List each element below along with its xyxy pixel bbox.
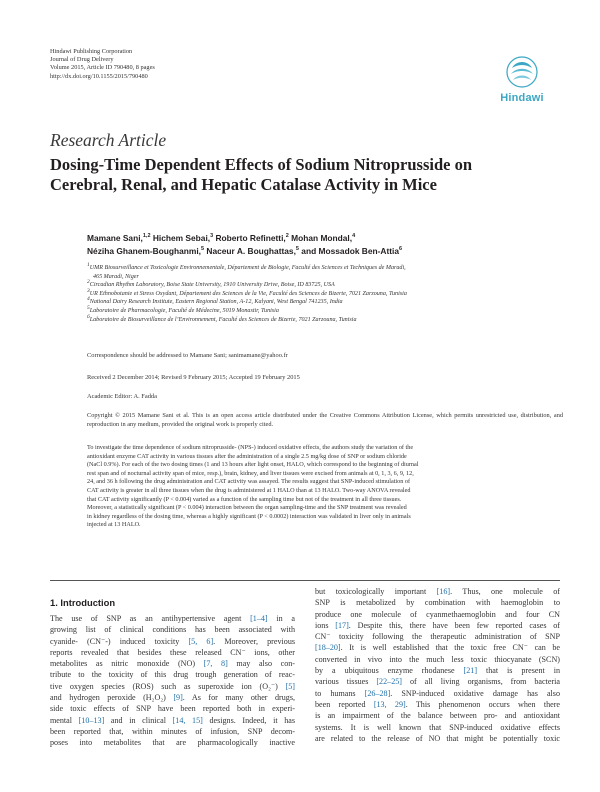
affiliation-text: Laboratoire de Pharmacologie, Faculté de Médecine, 5019 Monastir, Tunisia [89, 307, 279, 314]
body-line: tive oxygen species (ROS) such as superoxide ion (O₂⁻) [5] [50, 681, 295, 691]
body-line: ions [17]. Despite this, there have been few reported cases of [315, 620, 560, 630]
body-line: and hydrogen peroxide (H₂O₂) [9]. As for many other drugs, [50, 693, 296, 703]
affiliation-marker: 6 [399, 245, 403, 252]
affiliation-marker: 3 [210, 233, 214, 240]
citation-link[interactable]: [17] [335, 620, 349, 630]
affiliation-line [87, 287, 567, 299]
publisher-name: Hindawi Publishing Corporation [50, 48, 133, 55]
body-line: by a ubiquitous enzyme rhodanese [21] that is present in [315, 666, 560, 676]
affiliation-number: 2 [87, 279, 90, 286]
body-line: is an impairment of the balance between pro- and antioxidant [315, 711, 560, 721]
affiliation-line [87, 273, 567, 282]
author-line [87, 245, 402, 258]
body-line: various tissues [22–25] of all living organisms, from bacteria [315, 677, 560, 687]
citation-link[interactable]: [13, 29] [373, 699, 406, 709]
received-dates: Received 2 December 2014; Revised 9 February 2015; Accepted 19 February 2015 [87, 374, 300, 381]
volume-info: Volume 2015, Article ID 790480, 8 pages [50, 64, 155, 72]
body-line: mental [10–13] and in clinical [14, 15] designs. Indeed, it has [50, 715, 295, 725]
affiliation-line [87, 304, 567, 316]
affiliation-number: 6 [87, 313, 90, 320]
body-line: side toxic effects of SNP have been reported both in experi- [50, 704, 295, 714]
body-line: poses into metabolites that are pharmacologically inactive [50, 738, 295, 748]
body-line: been reported that, within minutes of infusion, SNP decom- [50, 726, 295, 736]
body-column-left [50, 613, 295, 749]
affiliation-text: UMR Biosurveillance et Toxicologie Environnementale, Département de Biologie, Faculté des Sciences et Techniques de Maradi, [89, 265, 406, 271]
affiliation-text: National Dairy Research Institute, Eastern Regional Station, A-12, Kalyani, West Bengal 741235, India [89, 299, 343, 306]
citation-link[interactable]: [16] [436, 587, 451, 596]
affiliation-marker: 4 [352, 233, 356, 240]
body-line: produce one molecule of cyanmethaemoglobin and four CN [315, 609, 560, 619]
body-line: CN⁻ toxicity following the therapeutic administration of SNP [315, 632, 560, 642]
citation-link[interactable]: [1–4] [250, 614, 268, 623]
affiliation-number: 5 [87, 304, 90, 311]
abstract-line: (NaCl 0.9%). For each of the two dosing times (1 and 13 hours after light onset, HALO, which correspond to the beginning of diurnal [87, 461, 419, 469]
affiliation-line [87, 313, 567, 325]
author-name[interactable]: Mohan Mondal, [288, 233, 353, 243]
correspondence: Correspondence should be addressed to Mamane Sani; sanimamane@yahoo.fr [87, 352, 288, 359]
affiliation-text: UR Ethnobotanie et Stress Oxydant, Département des Sciences de la Vie, Faculté des Sciences de Bizerte, 7021 Zarzouna, Tunisia [89, 290, 407, 297]
author-name[interactable]: and Mossadok Ben-Attia [298, 245, 400, 256]
affiliation-line [87, 281, 567, 290]
affiliation-line [87, 261, 567, 273]
body-line: tribute to the toxicity of this drug trough generation of reac- [50, 670, 295, 680]
affiliation-text: Laboratoire de Biosurveillance de l’Environnement, Faculté des Sciences de Bizerte, 7021 Zarzouna, Tunisia [89, 316, 357, 323]
doi-link[interactable]: http://dx.doi.org/10.1155/2015/790480 [50, 72, 148, 80]
body-line: growing list of clinical conditions has been associated with [50, 625, 295, 635]
author-name[interactable]: Roberto Refinetti, [213, 233, 286, 243]
abstract-line: Moreover, a statistically significant (P < 0.004) interaction between the organ sampling-time and the SNP treatment was revealed [87, 504, 407, 512]
citation-link[interactable]: [5] [285, 681, 295, 691]
body-line: but toxicologically important [16]. Thus, one molecule of [315, 587, 560, 596]
abstract-line: injected at 13 HALO. [87, 521, 141, 529]
article-title [50, 155, 560, 195]
citation-link[interactable]: [18–20] [315, 643, 341, 653]
author-list [87, 232, 402, 257]
author-name[interactable]: Naceur A. Boughattas, [204, 245, 296, 256]
body-line: to humans [26–28]. SNP-induced oxidative damage has also [315, 688, 560, 698]
body-line: been reported [13, 29]. This phenomenon occurs when there [315, 699, 561, 709]
author-line [87, 232, 402, 245]
body-line: [18–20]. It is well established that the toxic free CN⁻ can be [315, 643, 560, 653]
citation-link[interactable]: [14, 15] [172, 715, 203, 725]
title-line: Dosing-Time Dependent Effects of Sodium Nitroprusside on [50, 155, 472, 174]
affiliation-marker: 2 [285, 233, 289, 240]
affiliations [87, 261, 567, 324]
author-name[interactable]: Mamane Sani, [87, 233, 143, 243]
affiliation-marker: 5 [201, 245, 205, 252]
affiliation-text: 465 Maradi, Niger [93, 273, 139, 280]
affiliation-number: 3 [87, 287, 90, 294]
body-line: converted in vivo into the much less toxic thiocyanate (SCN) [315, 654, 560, 664]
journal-name: Journal of Drug Delivery [50, 56, 114, 64]
citation-link[interactable]: [26–28] [364, 688, 391, 698]
abstract-line: in kidney regardless of the dosing time, whereas a highly significant (P < 0.0002) interaction was validated in liver only in animals [87, 512, 411, 520]
body-line: reports revealed that besides these released CN⁻ ions, other [50, 647, 295, 657]
affiliation-marker: 5 [295, 245, 299, 252]
logo-text: Hindawi [500, 92, 544, 104]
abstract-line: CAT activity is greater in all three tissues when the drug is administered at 1 HALO than at 13 HALO. Two-way ANOVA revealed [87, 486, 411, 494]
author-name[interactable]: Néziha Ghanem-Boughanmi, [87, 245, 202, 256]
citation-link[interactable]: [22–25] [376, 677, 402, 687]
author-name[interactable]: Hichem Sebai, [150, 233, 211, 243]
title-line: Cerebral, Renal, and Hepatic Catalase Activity in Mice [50, 175, 437, 194]
citation-link[interactable]: [7, 8] [203, 659, 228, 669]
body-line: SNP is metabolized by combination with haemoglobin to [315, 598, 560, 608]
body-line: cyanide- (CN⁻-) induced toxicity [5, 6]. Moreover, previous [50, 636, 296, 646]
section-heading: 1. Introduction [50, 597, 116, 608]
affiliation-number: 4 [87, 296, 90, 303]
abstract-line: that CAT activity significantly (P < 0.004) varied as a function of the sampling time but not of the treatment in all three tissues. [87, 495, 402, 503]
abstract-line: To investigate the time dependence of sodium nitroprusside- (NPS-) induced oxidative effects, the authors study the variation of the [87, 444, 414, 451]
abstract [87, 444, 563, 530]
body-column-right [315, 586, 560, 744]
body-line: are related to the release of NO that might be potentially toxic [315, 733, 560, 743]
citation-link[interactable]: [10–13] [78, 715, 105, 725]
citation-link[interactable]: [9] [173, 693, 183, 703]
abstract-line: rest span and of nocturnal activity span of mice, resp.), brain, kidney, and liver tissues were excised from animals at 0, 1, 3, 6, 9, 12, [87, 469, 414, 477]
citation-link[interactable]: [5, 6] [188, 636, 214, 646]
abstract-line: antioxidant enzyme CAT activity in various tissues after the administration of a single 2.5 mg/kg dose of SNP or sodium chloride [87, 452, 407, 460]
citation-link[interactable]: [21] [463, 666, 478, 676]
academic-editor: Academic Editor: A. Fadda [87, 393, 157, 400]
body-line: metabolites as nitric monoxide (NO) [7, 8] may also con- [50, 659, 295, 669]
abstract-line: 24, and 36 h following the drug administration and CAT activity was assayed. The results suggest that SNP-induced stimulation of [87, 478, 411, 486]
affiliation-number: 1 [87, 261, 90, 268]
publication-info [50, 48, 155, 81]
hindawi-logo-icon [492, 52, 552, 92]
body-line: systems. It is well known that SNP-induced oxidative effects [315, 722, 560, 732]
affiliation-line [87, 298, 567, 307]
affiliation-text: Circadian Rhythm Laboratory, Boise State University, 1910 University Drive, Boise, ID 83725, USA [89, 282, 335, 289]
hindawi-logo [492, 52, 552, 108]
body-line: The use of SNP as an antihypertensive agent [1–4] in a [50, 614, 296, 623]
affiliation-marker: 1,2 [142, 233, 151, 240]
section-divider [50, 580, 560, 581]
copyright-notice: Copyright © 2015 Mamane Sani et al. This is an open access article distributed under the Creative Commons Attribution License, which permits unrestricted use, distribution, and reproduction in any medium, provided the original work is properly cited. [87, 412, 563, 428]
article-type: Research Article [50, 130, 167, 150]
